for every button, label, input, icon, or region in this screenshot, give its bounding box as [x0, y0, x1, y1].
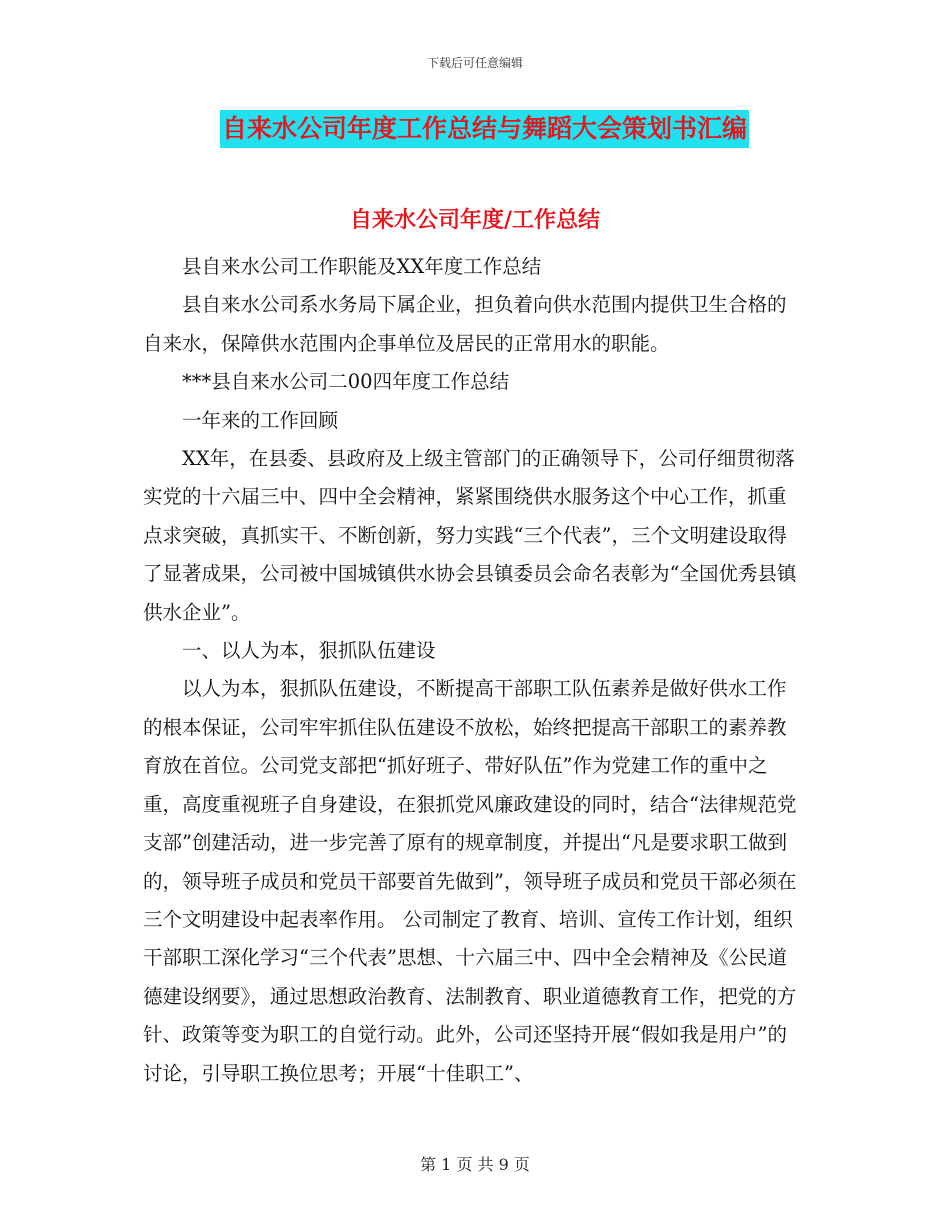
document-body	[143, 248, 803, 1093]
paragraph: 县自来水公司工作职能及XX年度工作总结	[182, 255, 542, 278]
paragraph: 一年来的工作回顾	[182, 408, 339, 432]
section-title: 自来水公司年度/工作总结	[349, 207, 601, 233]
paragraph: 县自来水公司系水务局下属企业，担负着向供水范围内提供卫生合格的自来水，保障供水范围内企事单位及居民的正常用水的职能。	[143, 293, 787, 355]
paragraph: ***县自来水公司二00四年度工作总结	[182, 370, 510, 394]
paragraph: 以人为本，狠抓队伍建设，不断提高干部职工队伍素养是做好供水工作的根本保证，公司牢牢抓住队伍建设不放松，始终把提高干部职工的素养教育放在首位。公司党支部把“抓好班子、带好队伍”作为党建工作的重中之重，高度重视班子自身建设，在狠抓党风廉政建设的同时，结合“法律规范党支部”创建活动，进一步完善了原有的规章制度，并提出“凡是要求职工做到的，领导班子成员和党员干部要首先做到”，领导班子成员和党员干部必须在三个文明建设中起表率作用。 公司制定了教育、培训、宣传工作计划，组织干部职工深化学习“三个代表”思想、十六届三中、四中全会精神及《公民道德建设纲要》，通过思想政治教育、法制教育、职业道德教育工作，把党的方针、政策等变为职工的自觉行动。此外，公司还坚持开展“假如我是用户”的讨论，引导职工换位思考；开展“十佳职工”、	[143, 677, 797, 1085]
paragraph: XX年，在县委、县政府及上级主管部门的正确领导下，公司仔细贯彻落实党的十六届三中、四中全会精神，紧紧围绕供水服务这个中心工作，抓重点求突破，真抓实干、不断创新，努力实践“三个代表”，三个文明建设取得了显著成果，公司被中国城镇供水协会县镇委员会命名表彰为“全国优秀县镇供水企业”。	[143, 447, 797, 624]
header-note: 下载后可任意编辑	[426, 56, 523, 70]
paragraph: 一、以人为本，狠抓队伍建设	[182, 639, 436, 663]
document-title: 自来水公司年度工作总结与舞蹈大会策划书汇编	[220, 110, 749, 148]
page-number: 第 1 页 共 9 页	[420, 1155, 530, 1174]
